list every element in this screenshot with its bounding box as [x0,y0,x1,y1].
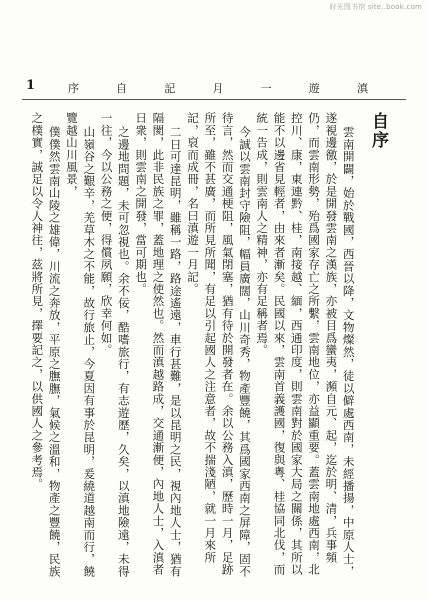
running-head-char: 一 [260,82,272,95]
watermark: 时光图书馆 site..book.com [329,3,422,11]
header-rule [22,99,406,100]
running-head-char: 遊 [308,82,320,95]
running-head-char: 記 [164,82,176,95]
paragraph: 之邊地問題，未可忽視也。余不佞，酷嗜旅行，有志遊歷，久矣，以滇地險遠，未得一往，今以公務之便，得償夙願，欣幸何如。 [99,112,131,578]
paragraph: 僕僕然雲南山陵之雄偉，川流之奔放，平原之膴膴，氣候之溫和，物產之豐饒，民族之樸實，誠足以令人神往，茲將所見，擇要記之，以供國人之參考焉。 [30,112,62,578]
running-head-char: 自 [116,82,128,95]
running-head-char: 月 [212,82,224,95]
running-head-char: 滇 [356,82,368,95]
running-head [68,80,368,96]
paragraph: 二日可達昆明，雖稱一路，路途遙遠，車行甚難，是以昆明之民，視內地人士，猶有隔閡，此非民族之罪，蓋地理之使然也。然而滇越路成，交通漸便，內地人士，入滇者日衆，則雲南之開發，當可期也。 [134,112,183,578]
main-text [30,112,388,582]
page-number: 1 [26,78,36,93]
section-heading: 自序 [368,112,388,150]
paragraph: 雲南開闢，始於戰國，西晉以降，文物燦然，徒以僻處西南，未經播揚，中原人士，遂視邊徼，於是開發雲南之漢族，亦被目爲蠻夷，瀕自元、起，迄於明、清，兵事頻仍，而雲南形勢，殆爲國家存亡之所繫，雲南地位，亦益顯重要。蓋雲南地處西南，北控川、康，東連黔、桂，南接越、緬，西通印度，則雲南對於國家大局之關係，其所以能不以邊省見輕者，由來者漸矣。民國以來，雲南首義護國，復與粵、桂協同北伐，而統一告成，則雲南人之精神，亦有足稱者焉。 [255,112,356,578]
paragraph: 今誠以雲南封守險阻，幅員廣闊，山川奇秀，物產豐饒，其爲國家西南之屏障，固不待言，然而交通梗阻，風氣閉塞，猶有待於開發者在。余以公務入滇，歷時一月，足跡所至，雖不甚廣，而所見所聞，有足以引起國人之注意者，故不揣淺陋，就一月來所記，裒而成冊，名曰滇遊一月記。 [186,112,252,578]
running-head-char: 序 [68,82,79,95]
paragraph: 山嶺谷之艱辛，羌草木之不能，故行旅止，今夏因有事於昆明，爰繞道越南而行，饒覽越山川風景， [64,112,97,578]
